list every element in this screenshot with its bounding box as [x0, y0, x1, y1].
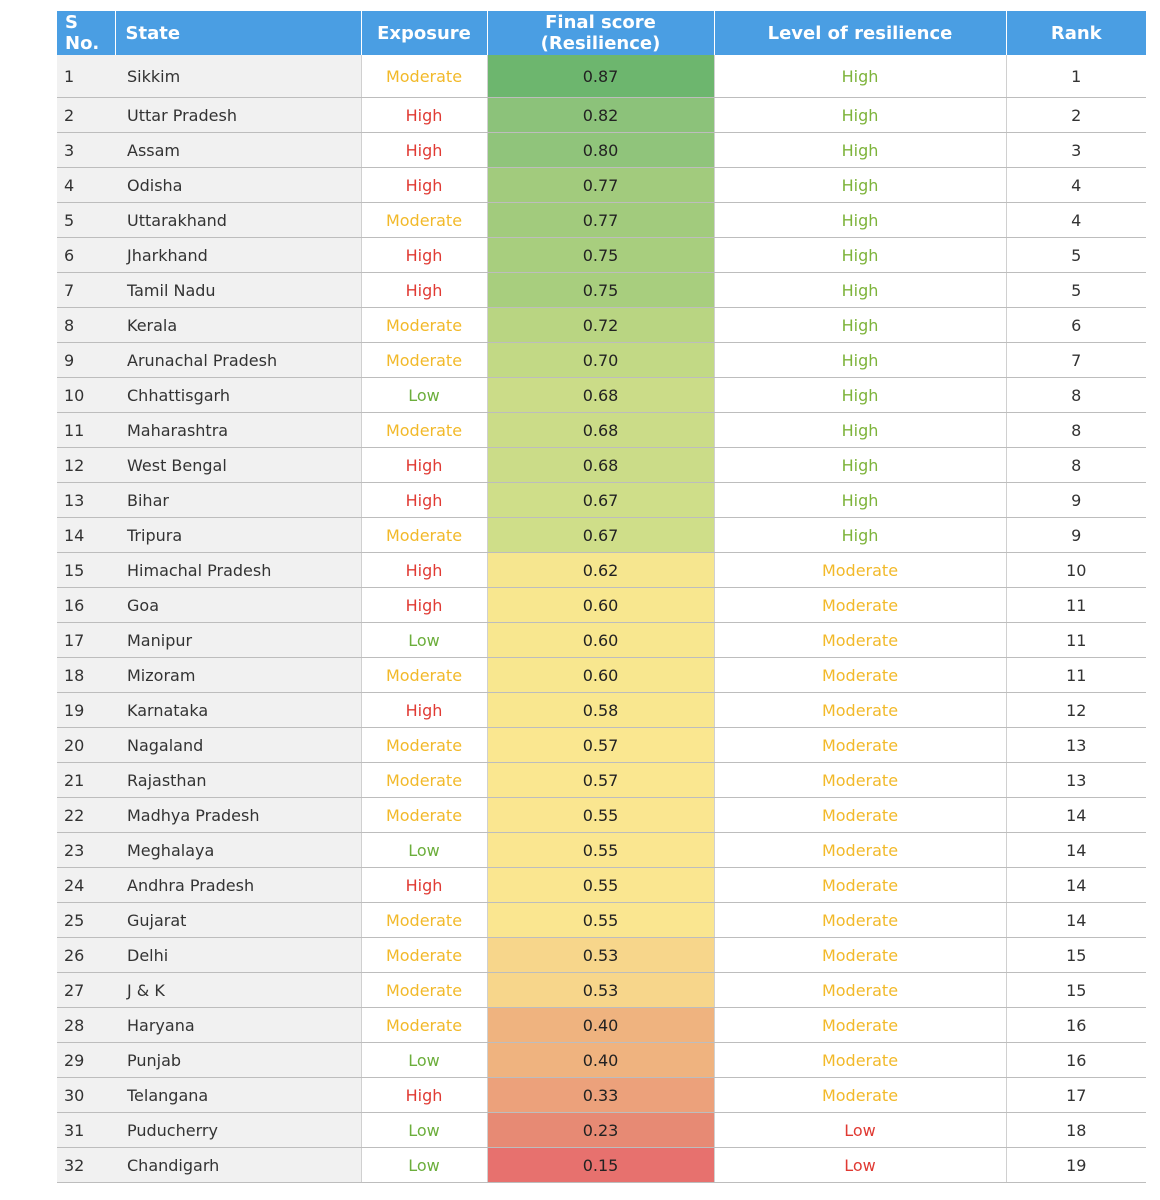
cell-final-score: 0.77 [487, 203, 714, 238]
table-row [57, 343, 1146, 378]
cell-final-score: 0.82 [487, 98, 714, 133]
cell-rank: 6 [1006, 308, 1146, 343]
table-row [57, 55, 1146, 98]
table-row [57, 763, 1146, 798]
cell-sno: 26 [57, 938, 115, 973]
cell-rank: 8 [1006, 448, 1146, 483]
cell-rank: 14 [1006, 903, 1146, 938]
cell-final-score: 0.60 [487, 658, 714, 693]
cell-final-score: 0.87 [487, 55, 714, 98]
cell-level-of-resilience: High [714, 98, 1006, 133]
cell-final-score: 0.67 [487, 483, 714, 518]
cell-sno: 12 [57, 448, 115, 483]
cell-state: Tamil Nadu [115, 273, 361, 308]
cell-sno: 6 [57, 238, 115, 273]
cell-sno: 11 [57, 413, 115, 448]
cell-exposure: Low [361, 1043, 487, 1078]
table-row [57, 1113, 1146, 1148]
table-row [57, 728, 1146, 763]
cell-state: Goa [115, 588, 361, 623]
cell-exposure: Moderate [361, 1008, 487, 1043]
cell-exposure: High [361, 483, 487, 518]
table-row [57, 833, 1146, 868]
cell-level-of-resilience: Moderate [714, 588, 1006, 623]
cell-rank: 12 [1006, 693, 1146, 728]
header-state: State [115, 11, 361, 55]
table-row [57, 203, 1146, 238]
cell-rank: 4 [1006, 168, 1146, 203]
cell-exposure: Moderate [361, 798, 487, 833]
cell-exposure: Low [361, 833, 487, 868]
resilience-table-container [57, 11, 1102, 1183]
cell-rank: 14 [1006, 798, 1146, 833]
cell-level-of-resilience: Low [714, 1148, 1006, 1183]
cell-level-of-resilience: Moderate [714, 1008, 1006, 1043]
cell-sno: 31 [57, 1113, 115, 1148]
cell-rank: 9 [1006, 483, 1146, 518]
table-row [57, 623, 1146, 658]
cell-final-score: 0.70 [487, 343, 714, 378]
cell-exposure: Moderate [361, 308, 487, 343]
cell-final-score: 0.57 [487, 763, 714, 798]
cell-exposure: Moderate [361, 903, 487, 938]
cell-exposure: Low [361, 378, 487, 413]
cell-state: Nagaland [115, 728, 361, 763]
table-row [57, 693, 1146, 728]
cell-state: Puducherry [115, 1113, 361, 1148]
cell-rank: 14 [1006, 868, 1146, 903]
cell-sno: 23 [57, 833, 115, 868]
cell-sno: 22 [57, 798, 115, 833]
cell-rank: 15 [1006, 973, 1146, 1008]
cell-final-score: 0.62 [487, 553, 714, 588]
cell-final-score: 0.72 [487, 308, 714, 343]
cell-rank: 5 [1006, 238, 1146, 273]
cell-level-of-resilience: High [714, 518, 1006, 553]
cell-state: Assam [115, 133, 361, 168]
cell-sno: 2 [57, 98, 115, 133]
cell-state: Telangana [115, 1078, 361, 1113]
table-row [57, 938, 1146, 973]
cell-rank: 11 [1006, 623, 1146, 658]
cell-level-of-resilience: Moderate [714, 693, 1006, 728]
table-body [57, 55, 1146, 1183]
cell-state: Haryana [115, 1008, 361, 1043]
cell-final-score: 0.60 [487, 623, 714, 658]
cell-rank: 5 [1006, 273, 1146, 308]
cell-state: Madhya Pradesh [115, 798, 361, 833]
cell-exposure: Moderate [361, 658, 487, 693]
cell-final-score: 0.55 [487, 798, 714, 833]
cell-exposure: Moderate [361, 763, 487, 798]
cell-sno: 17 [57, 623, 115, 658]
cell-rank: 11 [1006, 588, 1146, 623]
table-row [57, 133, 1146, 168]
cell-rank: 4 [1006, 203, 1146, 238]
cell-level-of-resilience: Moderate [714, 903, 1006, 938]
resilience-table [57, 11, 1146, 1183]
cell-state: Maharashtra [115, 413, 361, 448]
cell-state: Manipur [115, 623, 361, 658]
cell-final-score: 0.57 [487, 728, 714, 763]
cell-exposure: High [361, 168, 487, 203]
header-sno: S No. [57, 11, 115, 55]
cell-final-score: 0.55 [487, 903, 714, 938]
cell-sno: 32 [57, 1148, 115, 1183]
cell-sno: 4 [57, 168, 115, 203]
table-row [57, 448, 1146, 483]
header-rank: Rank [1006, 11, 1146, 55]
cell-state: Gujarat [115, 903, 361, 938]
cell-level-of-resilience: High [714, 168, 1006, 203]
cell-final-score: 0.67 [487, 518, 714, 553]
cell-final-score: 0.55 [487, 868, 714, 903]
cell-sno: 10 [57, 378, 115, 413]
cell-exposure: High [361, 553, 487, 588]
table-row [57, 1148, 1146, 1183]
cell-rank: 7 [1006, 343, 1146, 378]
cell-exposure: Moderate [361, 728, 487, 763]
table-row [57, 553, 1146, 588]
cell-state: Chandigarh [115, 1148, 361, 1183]
cell-sno: 20 [57, 728, 115, 763]
cell-state: Odisha [115, 168, 361, 203]
cell-state: Chhattisgarh [115, 378, 361, 413]
cell-level-of-resilience: High [714, 378, 1006, 413]
cell-rank: 9 [1006, 518, 1146, 553]
table-row [57, 1043, 1146, 1078]
cell-final-score: 0.68 [487, 413, 714, 448]
cell-sno: 7 [57, 273, 115, 308]
cell-level-of-resilience: Moderate [714, 728, 1006, 763]
cell-exposure: Moderate [361, 518, 487, 553]
table-row [57, 588, 1146, 623]
cell-state: Himachal Pradesh [115, 553, 361, 588]
cell-rank: 13 [1006, 728, 1146, 763]
cell-sno: 16 [57, 588, 115, 623]
cell-exposure: High [361, 588, 487, 623]
table-row [57, 973, 1146, 1008]
cell-level-of-resilience: High [714, 133, 1006, 168]
cell-final-score: 0.23 [487, 1113, 714, 1148]
cell-level-of-resilience: Moderate [714, 973, 1006, 1008]
cell-rank: 11 [1006, 658, 1146, 693]
cell-final-score: 0.60 [487, 588, 714, 623]
cell-sno: 9 [57, 343, 115, 378]
cell-level-of-resilience: Moderate [714, 833, 1006, 868]
cell-final-score: 0.40 [487, 1043, 714, 1078]
cell-rank: 10 [1006, 553, 1146, 588]
cell-level-of-resilience: Moderate [714, 623, 1006, 658]
cell-rank: 2 [1006, 98, 1146, 133]
cell-sno: 29 [57, 1043, 115, 1078]
cell-state: Mizoram [115, 658, 361, 693]
cell-state: Uttar Pradesh [115, 98, 361, 133]
cell-sno: 13 [57, 483, 115, 518]
table-row [57, 168, 1146, 203]
cell-rank: 14 [1006, 833, 1146, 868]
cell-level-of-resilience: High [714, 413, 1006, 448]
table-row [57, 518, 1146, 553]
cell-level-of-resilience: Moderate [714, 1043, 1006, 1078]
cell-level-of-resilience: Moderate [714, 553, 1006, 588]
cell-level-of-resilience: High [714, 238, 1006, 273]
cell-sno: 25 [57, 903, 115, 938]
cell-exposure: High [361, 133, 487, 168]
cell-level-of-resilience: Moderate [714, 798, 1006, 833]
cell-state: Karnataka [115, 693, 361, 728]
cell-rank: 19 [1006, 1148, 1146, 1183]
cell-sno: 24 [57, 868, 115, 903]
cell-level-of-resilience: Moderate [714, 658, 1006, 693]
table-row [57, 798, 1146, 833]
cell-state: Jharkhand [115, 238, 361, 273]
cell-exposure: Moderate [361, 203, 487, 238]
cell-level-of-resilience: High [714, 273, 1006, 308]
cell-level-of-resilience: High [714, 308, 1006, 343]
cell-level-of-resilience: Moderate [714, 868, 1006, 903]
header-level-of-resilience: Level of resilience [714, 11, 1006, 55]
cell-rank: 8 [1006, 413, 1146, 448]
cell-rank: 13 [1006, 763, 1146, 798]
cell-rank: 15 [1006, 938, 1146, 973]
cell-exposure: Low [361, 623, 487, 658]
cell-final-score: 0.53 [487, 938, 714, 973]
table-row [57, 378, 1146, 413]
cell-final-score: 0.77 [487, 168, 714, 203]
cell-level-of-resilience: Moderate [714, 763, 1006, 798]
cell-level-of-resilience: Moderate [714, 1078, 1006, 1113]
header-final-score: Final score (Resilience) [487, 11, 714, 55]
cell-level-of-resilience: High [714, 203, 1006, 238]
cell-state: Delhi [115, 938, 361, 973]
table-row [57, 1078, 1146, 1113]
cell-final-score: 0.40 [487, 1008, 714, 1043]
table-row [57, 868, 1146, 903]
cell-rank: 1 [1006, 55, 1146, 98]
header-exposure: Exposure [361, 11, 487, 55]
cell-exposure: High [361, 693, 487, 728]
cell-state: Uttarakhand [115, 203, 361, 238]
table-row [57, 238, 1146, 273]
cell-exposure: Moderate [361, 413, 487, 448]
cell-level-of-resilience: High [714, 55, 1006, 98]
cell-sno: 14 [57, 518, 115, 553]
cell-final-score: 0.15 [487, 1148, 714, 1183]
cell-exposure: High [361, 238, 487, 273]
table-row [57, 98, 1146, 133]
table-row [57, 273, 1146, 308]
cell-final-score: 0.75 [487, 273, 714, 308]
cell-sno: 8 [57, 308, 115, 343]
table-row [57, 658, 1146, 693]
cell-exposure: Moderate [361, 55, 487, 98]
cell-exposure: Low [361, 1148, 487, 1183]
table-row [57, 903, 1146, 938]
cell-exposure: Moderate [361, 938, 487, 973]
cell-sno: 15 [57, 553, 115, 588]
cell-sno: 3 [57, 133, 115, 168]
cell-exposure: Moderate [361, 343, 487, 378]
table-row [57, 413, 1146, 448]
cell-state: J & K [115, 973, 361, 1008]
table-header [57, 11, 1146, 55]
cell-rank: 17 [1006, 1078, 1146, 1113]
cell-sno: 1 [57, 55, 115, 98]
cell-state: Punjab [115, 1043, 361, 1078]
cell-final-score: 0.68 [487, 448, 714, 483]
cell-sno: 30 [57, 1078, 115, 1113]
cell-rank: 3 [1006, 133, 1146, 168]
cell-sno: 18 [57, 658, 115, 693]
table-row [57, 1008, 1146, 1043]
cell-final-score: 0.58 [487, 693, 714, 728]
cell-exposure: High [361, 1078, 487, 1113]
cell-sno: 19 [57, 693, 115, 728]
cell-final-score: 0.75 [487, 238, 714, 273]
cell-rank: 16 [1006, 1043, 1146, 1078]
cell-state: Arunachal Pradesh [115, 343, 361, 378]
cell-final-score: 0.68 [487, 378, 714, 413]
cell-exposure: High [361, 98, 487, 133]
cell-sno: 5 [57, 203, 115, 238]
cell-final-score: 0.80 [487, 133, 714, 168]
cell-state: Rajasthan [115, 763, 361, 798]
cell-final-score: 0.33 [487, 1078, 714, 1113]
cell-level-of-resilience: High [714, 448, 1006, 483]
cell-state: Sikkim [115, 55, 361, 98]
cell-level-of-resilience: High [714, 483, 1006, 518]
cell-level-of-resilience: Moderate [714, 938, 1006, 973]
header-row [57, 11, 1146, 55]
cell-exposure: High [361, 868, 487, 903]
cell-state: Tripura [115, 518, 361, 553]
cell-sno: 27 [57, 973, 115, 1008]
table-row [57, 308, 1146, 343]
cell-level-of-resilience: Low [714, 1113, 1006, 1148]
cell-rank: 8 [1006, 378, 1146, 413]
cell-exposure: Moderate [361, 973, 487, 1008]
cell-state: Kerala [115, 308, 361, 343]
cell-sno: 28 [57, 1008, 115, 1043]
cell-state: Bihar [115, 483, 361, 518]
table-row [57, 483, 1146, 518]
cell-final-score: 0.53 [487, 973, 714, 1008]
cell-state: West Bengal [115, 448, 361, 483]
cell-sno: 21 [57, 763, 115, 798]
cell-final-score: 0.55 [487, 833, 714, 868]
cell-state: Andhra Pradesh [115, 868, 361, 903]
cell-state: Meghalaya [115, 833, 361, 868]
cell-rank: 18 [1006, 1113, 1146, 1148]
cell-exposure: Low [361, 1113, 487, 1148]
cell-exposure: High [361, 273, 487, 308]
cell-rank: 16 [1006, 1008, 1146, 1043]
cell-exposure: High [361, 448, 487, 483]
cell-level-of-resilience: High [714, 343, 1006, 378]
